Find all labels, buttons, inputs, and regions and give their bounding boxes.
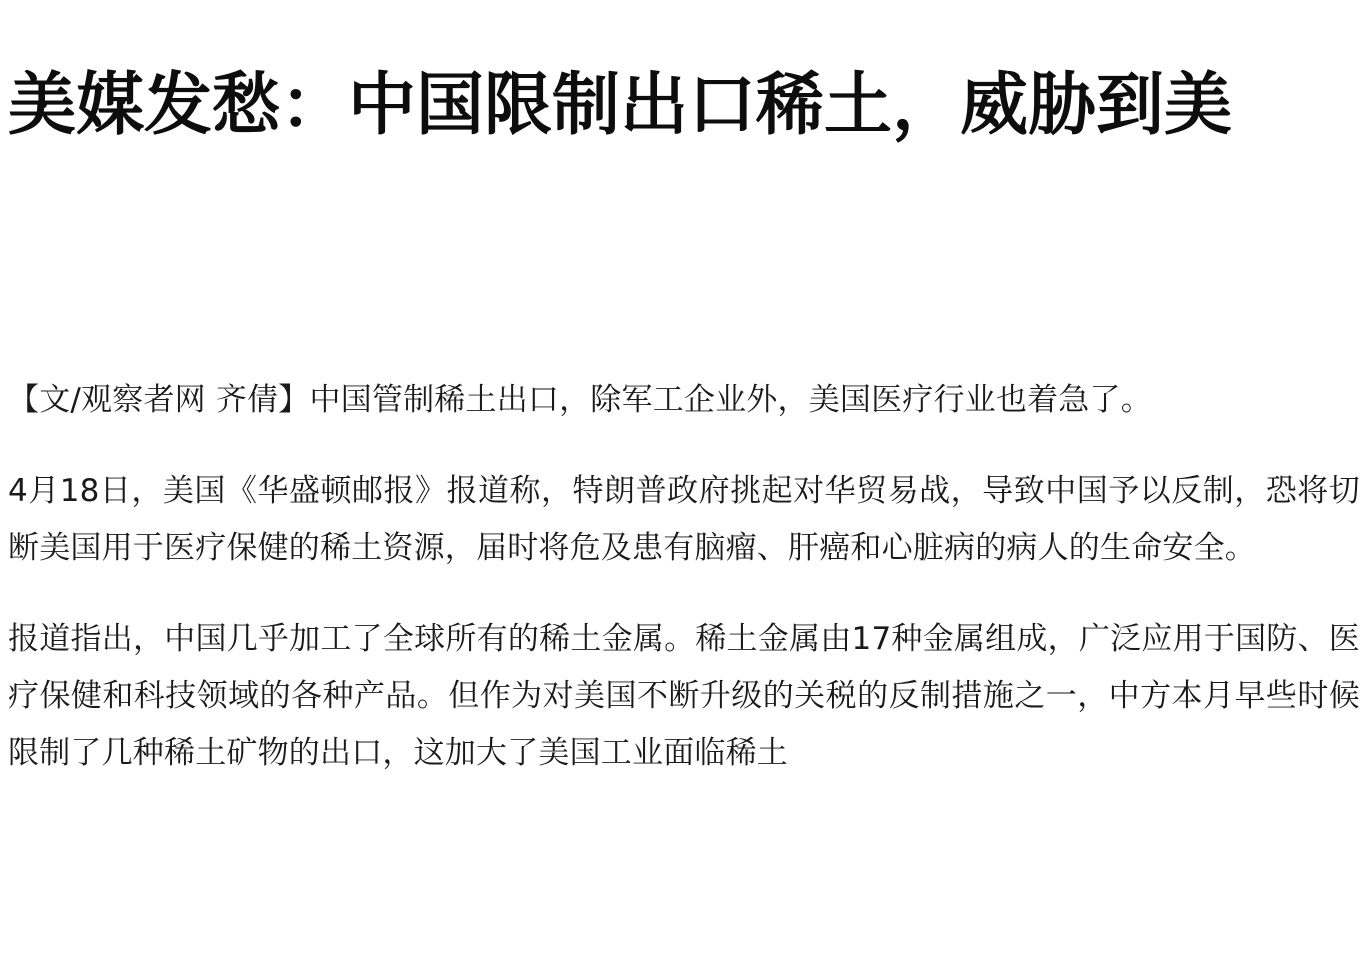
page-bottom-fade (0, 930, 1368, 958)
paragraph: 【文/观察者网 齐倩】中国管制稀土出口，除军工企业外，美国医疗行业也着急了。 (8, 382, 1152, 418)
article-body (8, 372, 1360, 782)
paragraph: 4月18日，美国《华盛顿邮报》报道称，特朗普政府挑起对华贸易战，导致中国予以反制，恐将切断美国用于医疗保健的稀土资源，届时将危及患有脑瘤、肝癌和心脏病的病人的生命安全。 (8, 473, 1360, 566)
paragraph: 报道指出，中国几乎加工了全球所有的稀土金属。稀土金属由17种金属组成，广泛应用于国防、医疗保健和科技领域的各种产品。但作为对美国不断升级的关税的反制措施之一，中方本月早些时候限制了几种稀土矿物的出口，这加大了美国工业面临稀土 (8, 621, 1360, 771)
page-title: 美媒发愁：中国限制出口稀土，威胁到美 (8, 67, 1233, 144)
